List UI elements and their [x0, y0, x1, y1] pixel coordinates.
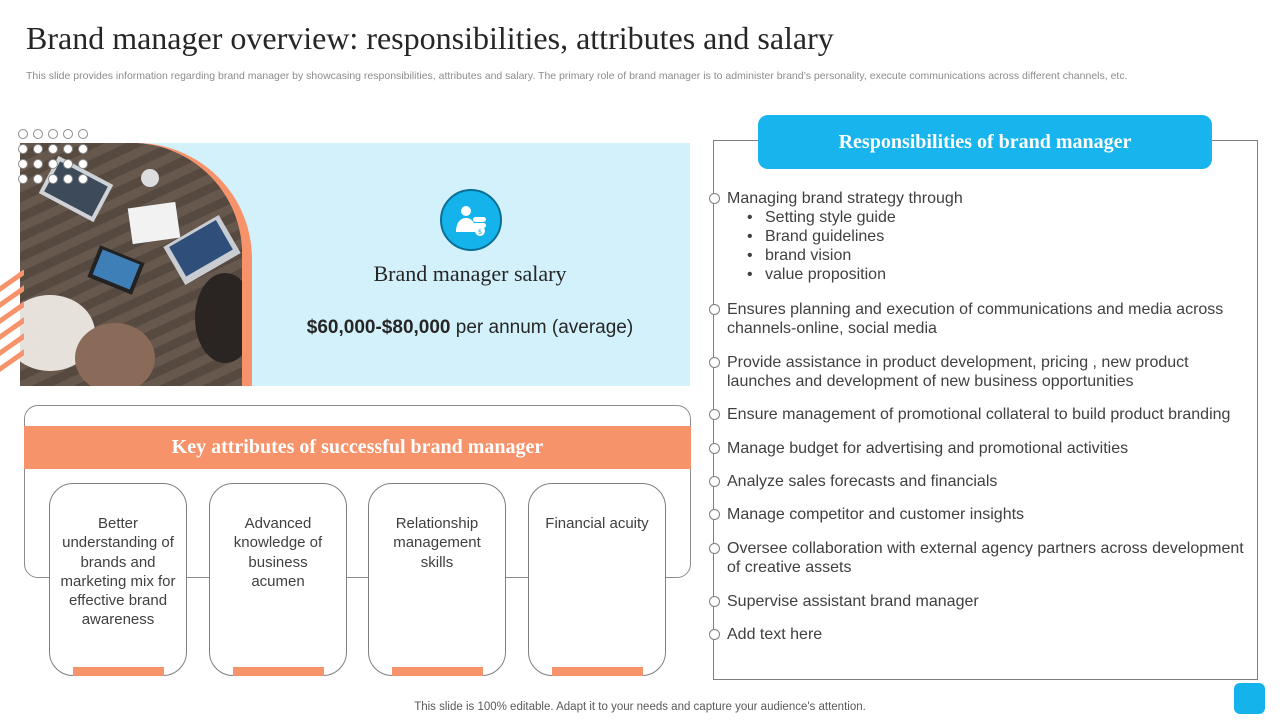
salary-suffix: per annum (average) [455, 317, 634, 338]
slide-title: Brand manager overview: responsibilities, attributes and salary [26, 20, 834, 56]
attribute-card [49, 483, 187, 676]
decorative-dot-grid [18, 129, 88, 184]
svg-text:$: $ [477, 228, 483, 236]
attribute-accent-bar [392, 667, 483, 676]
salary-range: $60,000-$80,000 [306, 317, 451, 338]
responsibilities-title: Responsibilities of brand manager [758, 115, 1212, 169]
slide-footer: This slide is 100% editable. Adapt it to your needs and capture your audience's attention. [414, 701, 866, 713]
responsibility-text: Managing brand strategy through [727, 190, 963, 207]
decorative-stripes [0, 270, 24, 380]
attributes-title: Key attributes of successful brand manager [24, 426, 691, 469]
attribute-accent-bar [233, 667, 324, 676]
attribute-accent-bar [552, 667, 643, 676]
attribute-card [368, 483, 506, 676]
responsibility-sub-list [747, 208, 1247, 284]
sub-list-item: • value proposition [747, 265, 1247, 284]
responsibility-item: Manage budget for advertising and promotional activities [727, 439, 1247, 458]
responsibility-item: Ensure management of promotional collateral to build product branding [727, 405, 1247, 424]
attribute-accent-bar [73, 667, 164, 676]
sub-list-item: • Setting style guide [747, 208, 1247, 227]
attribute-text: Advanced knowledge of business acumen [233, 515, 323, 590]
manager-salary-icon [440, 189, 502, 251]
salary-heading: Brand manager salary [373, 261, 567, 286]
responsibility-item [727, 189, 1247, 284]
responsibility-item: Analyze sales forecasts and financials [727, 472, 1247, 491]
attribute-text: Financial acuity [545, 515, 649, 532]
attribute-card [209, 483, 347, 676]
responsibility-item: Supervise assistant brand manager [727, 592, 1247, 611]
responsibility-item: Oversee collaboration with external agency partners across development of creative assets [727, 539, 1247, 577]
corner-accent-square [1234, 683, 1265, 714]
responsibility-item: Add text here [727, 625, 1247, 644]
attribute-card [528, 483, 666, 676]
responsibility-item: Provide assistance in product development, pricing , new product launches and development of new business opportunities [727, 353, 1247, 391]
responsibility-item: Manage competitor and customer insights [727, 505, 1247, 524]
slide-subtitle: This slide provides information regarding brand manager by showcasing responsibilities, attributes and salary. The primary role of brand manager is to administer brand’s personality, execute communications across different channels, etc. [26, 70, 1128, 82]
responsibility-item: Ensures planning and execution of communications and media across channels-online, social media [727, 300, 1247, 338]
attribute-text: Better understanding of brands and marketing mix for effective brand awareness [60, 515, 176, 629]
sub-list-item: • brand vision [747, 246, 1247, 265]
salary-amount [290, 317, 650, 339]
attribute-text: Relationship management skills [393, 515, 481, 571]
sub-list-item: • Brand guidelines [747, 227, 1247, 246]
